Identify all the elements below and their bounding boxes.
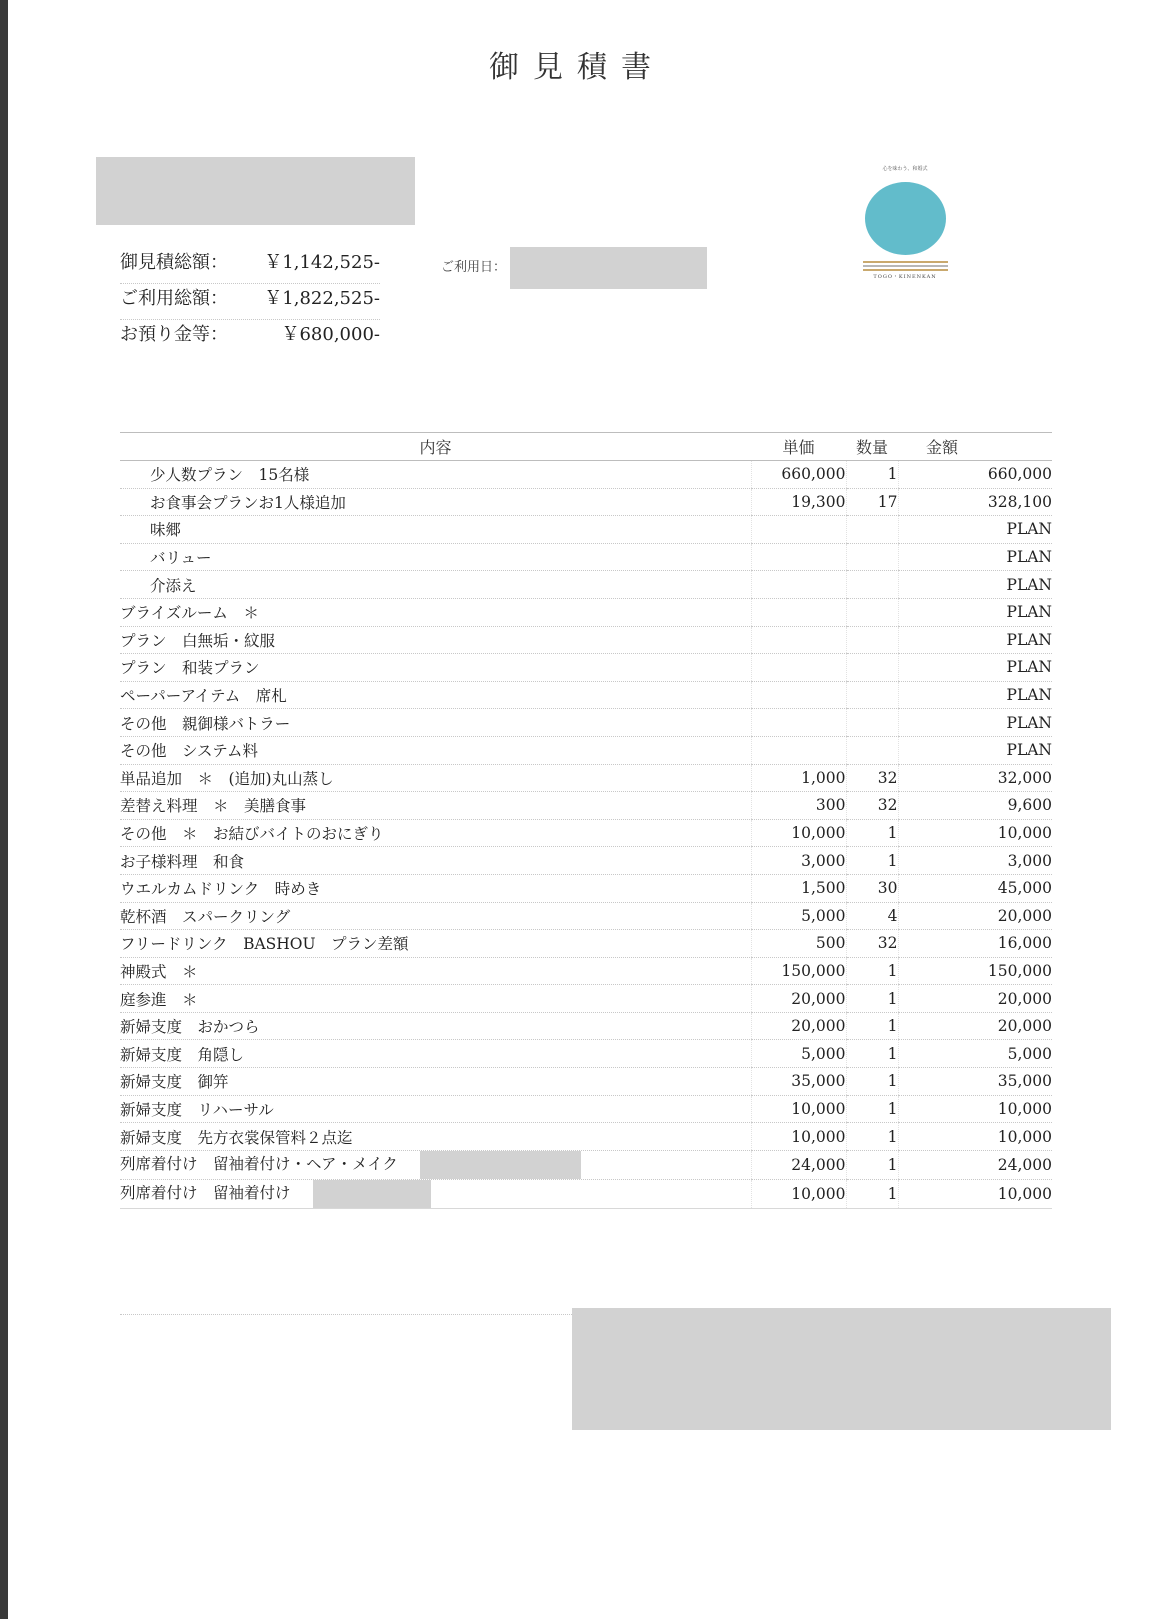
- usage-date-label: ご利用日：: [441, 260, 507, 275]
- unit-price: [751, 598, 846, 626]
- item-name: [120, 1068, 751, 1096]
- amount: 10,000: [898, 819, 1052, 847]
- column-header-qty: 数量: [846, 433, 898, 461]
- redacted-note: [313, 1180, 431, 1208]
- amount: PLAN: [898, 598, 1052, 626]
- table-row: [120, 516, 1052, 544]
- quantity: 4: [846, 902, 898, 930]
- summary-value: ￥1,142,525-: [264, 252, 380, 273]
- summary-block: [120, 248, 380, 356]
- quantity: [846, 516, 898, 544]
- item-name-text: 差替え料理 ＊ 美膳食事: [120, 797, 307, 816]
- quantity: 1: [846, 957, 898, 985]
- unit-price: 19,300: [751, 488, 846, 516]
- logo-circle-icon: [865, 182, 946, 255]
- logo-tagline: 心を味わう、和婚式: [882, 166, 928, 172]
- item-name-text: 味郷: [150, 521, 182, 540]
- item-name-text: プラン 和装プラン: [120, 659, 260, 678]
- item-name-text: 乾杯酒 スパークリング: [120, 907, 291, 926]
- item-name: [120, 654, 751, 682]
- item-name-text: お食事会プランお1人様追加: [150, 493, 346, 512]
- quantity: 30: [846, 874, 898, 902]
- amount: 10,000: [898, 1123, 1052, 1151]
- item-name: [120, 930, 751, 958]
- column-header-price: 単価: [751, 433, 846, 461]
- quantity: 1: [846, 1150, 898, 1179]
- unit-price: 300: [751, 792, 846, 820]
- item-name: [120, 985, 751, 1013]
- item-name: [120, 1095, 751, 1123]
- table-row: [120, 874, 1052, 902]
- quantity: 1: [846, 1179, 898, 1208]
- quantity: 1: [846, 1095, 898, 1123]
- quantity: 1: [846, 1068, 898, 1096]
- item-name: [120, 543, 751, 571]
- amount: 24,000: [898, 1150, 1052, 1179]
- unit-price: 10,000: [751, 1123, 846, 1151]
- item-name: [120, 957, 751, 985]
- item-name-text: ペーパーアイテム 席札: [120, 687, 287, 706]
- item-name-text: 新婦支度 リハーサル: [120, 1100, 274, 1119]
- amount: 10,000: [898, 1179, 1052, 1208]
- item-name-text: お子様料理 和食: [120, 852, 245, 871]
- item-name: [120, 1179, 751, 1208]
- unit-price: 35,000: [751, 1068, 846, 1096]
- amount: 660,000: [898, 461, 1052, 489]
- item-name-text: 新婦支度 御笄: [120, 1073, 229, 1092]
- unit-price: [751, 571, 846, 599]
- item-name: [120, 681, 751, 709]
- amount: PLAN: [898, 543, 1052, 571]
- table-row: [120, 1068, 1052, 1096]
- amount: PLAN: [898, 626, 1052, 654]
- item-name: [120, 819, 751, 847]
- amount: 5,000: [898, 1040, 1052, 1068]
- table-row: [120, 902, 1052, 930]
- table-row: [120, 654, 1052, 682]
- item-name-text: その他 ＊ お結びバイトのおにぎり: [120, 825, 384, 844]
- amount: 150,000: [898, 957, 1052, 985]
- venue-logo: [860, 165, 950, 283]
- quantity: [846, 598, 898, 626]
- quantity: [846, 626, 898, 654]
- quantity: [846, 709, 898, 737]
- item-name: [120, 874, 751, 902]
- column-header-amount: 金額: [898, 433, 1052, 461]
- redacted-date: [510, 247, 707, 289]
- unit-price: [751, 543, 846, 571]
- quantity: 1: [846, 847, 898, 875]
- item-name: [120, 736, 751, 764]
- item-name: [120, 461, 751, 489]
- item-name-text: その他 システム料: [120, 742, 258, 761]
- item-name: [120, 626, 751, 654]
- summary-label: 御見積総額：: [120, 252, 228, 273]
- item-name-text: プラン 白無垢・紋服: [120, 631, 276, 650]
- unit-price: 10,000: [751, 819, 846, 847]
- item-name: [120, 571, 751, 599]
- logo-stripe: [863, 265, 948, 267]
- item-name-text: ウエルカムドリンク 時めき: [120, 880, 322, 899]
- unit-price: [751, 736, 846, 764]
- table-row: [120, 1150, 1052, 1179]
- item-name: [120, 488, 751, 516]
- document-title: 御見積書: [489, 50, 665, 85]
- redacted-footer: [572, 1308, 1111, 1430]
- table-row: [120, 571, 1052, 599]
- unit-price: 20,000: [751, 1012, 846, 1040]
- item-name: [120, 902, 751, 930]
- unit-price: 10,000: [751, 1095, 846, 1123]
- table-row: [120, 681, 1052, 709]
- amount: 20,000: [898, 985, 1052, 1013]
- redacted-recipient: [96, 157, 415, 225]
- item-name-text: フリードリンク BASHOU プラン差額: [120, 935, 409, 954]
- amount: 20,000: [898, 902, 1052, 930]
- unit-price: [751, 654, 846, 682]
- redacted-note: [420, 1151, 581, 1179]
- table-row: [120, 1040, 1052, 1068]
- amount: 35,000: [898, 1068, 1052, 1096]
- item-name-text: 神殿式 ＊: [120, 962, 198, 981]
- amount: 20,000: [898, 1012, 1052, 1040]
- item-name: [120, 792, 751, 820]
- unit-price: 1,500: [751, 874, 846, 902]
- item-name-text: 単品追加 ＊ (追加)丸山蒸し: [120, 769, 334, 788]
- quantity: 1: [846, 985, 898, 1013]
- item-name: [120, 709, 751, 737]
- unit-price: [751, 709, 846, 737]
- summary-label: ご利用総額：: [120, 288, 228, 309]
- quantity: [846, 681, 898, 709]
- estimate-table: [120, 432, 1052, 1209]
- quantity: [846, 571, 898, 599]
- item-name-text: 介添え: [150, 576, 197, 595]
- table-header-row: [120, 433, 1052, 461]
- item-name: [120, 1012, 751, 1040]
- quantity: [846, 736, 898, 764]
- summary-value: ￥1,822,525-: [264, 288, 380, 309]
- item-name: [120, 764, 751, 792]
- summary-row: [120, 284, 380, 320]
- logo-stripe: [863, 261, 948, 263]
- logo-stripe: [863, 269, 948, 271]
- item-name-text: 庭参進 ＊: [120, 990, 198, 1009]
- quantity: 32: [846, 764, 898, 792]
- item-name-text: バリュー: [150, 549, 212, 568]
- amount: 9,600: [898, 792, 1052, 820]
- item-name: [120, 1123, 751, 1151]
- item-name: [120, 1040, 751, 1068]
- table-row: [120, 736, 1052, 764]
- left-border: [0, 0, 8, 1619]
- table-row: [120, 1123, 1052, 1151]
- item-name-text: その他 親御様バトラー: [120, 714, 291, 733]
- amount: PLAN: [898, 736, 1052, 764]
- footer-line: [120, 1314, 572, 1315]
- unit-price: 1,000: [751, 764, 846, 792]
- item-name-text: 新婦支度 先方衣裳保管料２点迄: [120, 1128, 353, 1147]
- quantity: 1: [846, 819, 898, 847]
- unit-price: 3,000: [751, 847, 846, 875]
- amount: PLAN: [898, 654, 1052, 682]
- table-row: [120, 488, 1052, 516]
- amount: PLAN: [898, 571, 1052, 599]
- item-name-text: 列席着付け 留袖着付け・ヘア・メイク: [120, 1154, 398, 1173]
- table-row: [120, 985, 1052, 1013]
- quantity: [846, 543, 898, 571]
- amount: PLAN: [898, 709, 1052, 737]
- amount: 10,000: [898, 1095, 1052, 1123]
- item-name-text: 新婦支度 角隠し: [120, 1045, 245, 1064]
- table-row: [120, 957, 1052, 985]
- amount: 328,100: [898, 488, 1052, 516]
- table-row: [120, 709, 1052, 737]
- table-row: [120, 1012, 1052, 1040]
- table-row: [120, 792, 1052, 820]
- logo-name: TOGO・KINENKAN: [873, 274, 937, 280]
- unit-price: [751, 516, 846, 544]
- column-header-item: 内容: [120, 433, 751, 461]
- quantity: 32: [846, 930, 898, 958]
- unit-price: 5,000: [751, 902, 846, 930]
- quantity: [846, 654, 898, 682]
- table-row: [120, 598, 1052, 626]
- amount: 32,000: [898, 764, 1052, 792]
- table-row: [120, 819, 1052, 847]
- item-name: [120, 598, 751, 626]
- amount: PLAN: [898, 516, 1052, 544]
- quantity: 1: [846, 461, 898, 489]
- quantity: 32: [846, 792, 898, 820]
- summary-label: お預り金等：: [120, 324, 228, 345]
- table-row: [120, 543, 1052, 571]
- item-name-text: ブライズルーム ＊: [120, 604, 259, 623]
- unit-price: 24,000: [751, 1150, 846, 1179]
- item-name-text: 列席着付け 留袖着付け: [120, 1183, 291, 1202]
- quantity: 1: [846, 1012, 898, 1040]
- amount: 45,000: [898, 874, 1052, 902]
- summary-value: ￥680,000-: [281, 324, 380, 345]
- unit-price: 150,000: [751, 957, 846, 985]
- unit-price: 5,000: [751, 1040, 846, 1068]
- unit-price: 660,000: [751, 461, 846, 489]
- table-row: [120, 1095, 1052, 1123]
- table-row: [120, 847, 1052, 875]
- table-row: [120, 764, 1052, 792]
- table-row: [120, 1179, 1052, 1208]
- unit-price: [751, 681, 846, 709]
- unit-price: 20,000: [751, 985, 846, 1013]
- unit-price: [751, 626, 846, 654]
- item-name: [120, 1150, 751, 1179]
- item-name-text: 新婦支度 おかつら: [120, 1018, 260, 1037]
- quantity: 17: [846, 488, 898, 516]
- summary-row: [120, 320, 380, 356]
- amount: 16,000: [898, 930, 1052, 958]
- item-name-text: 少人数プラン 15名様: [150, 466, 310, 485]
- quantity: 1: [846, 1123, 898, 1151]
- item-name: [120, 847, 751, 875]
- table-row: [120, 626, 1052, 654]
- table-row: [120, 461, 1052, 489]
- quantity: 1: [846, 1040, 898, 1068]
- amount: 3,000: [898, 847, 1052, 875]
- unit-price: 500: [751, 930, 846, 958]
- summary-row: [120, 248, 380, 284]
- table-row: [120, 930, 1052, 958]
- item-name: [120, 516, 751, 544]
- amount: PLAN: [898, 681, 1052, 709]
- unit-price: 10,000: [751, 1179, 846, 1208]
